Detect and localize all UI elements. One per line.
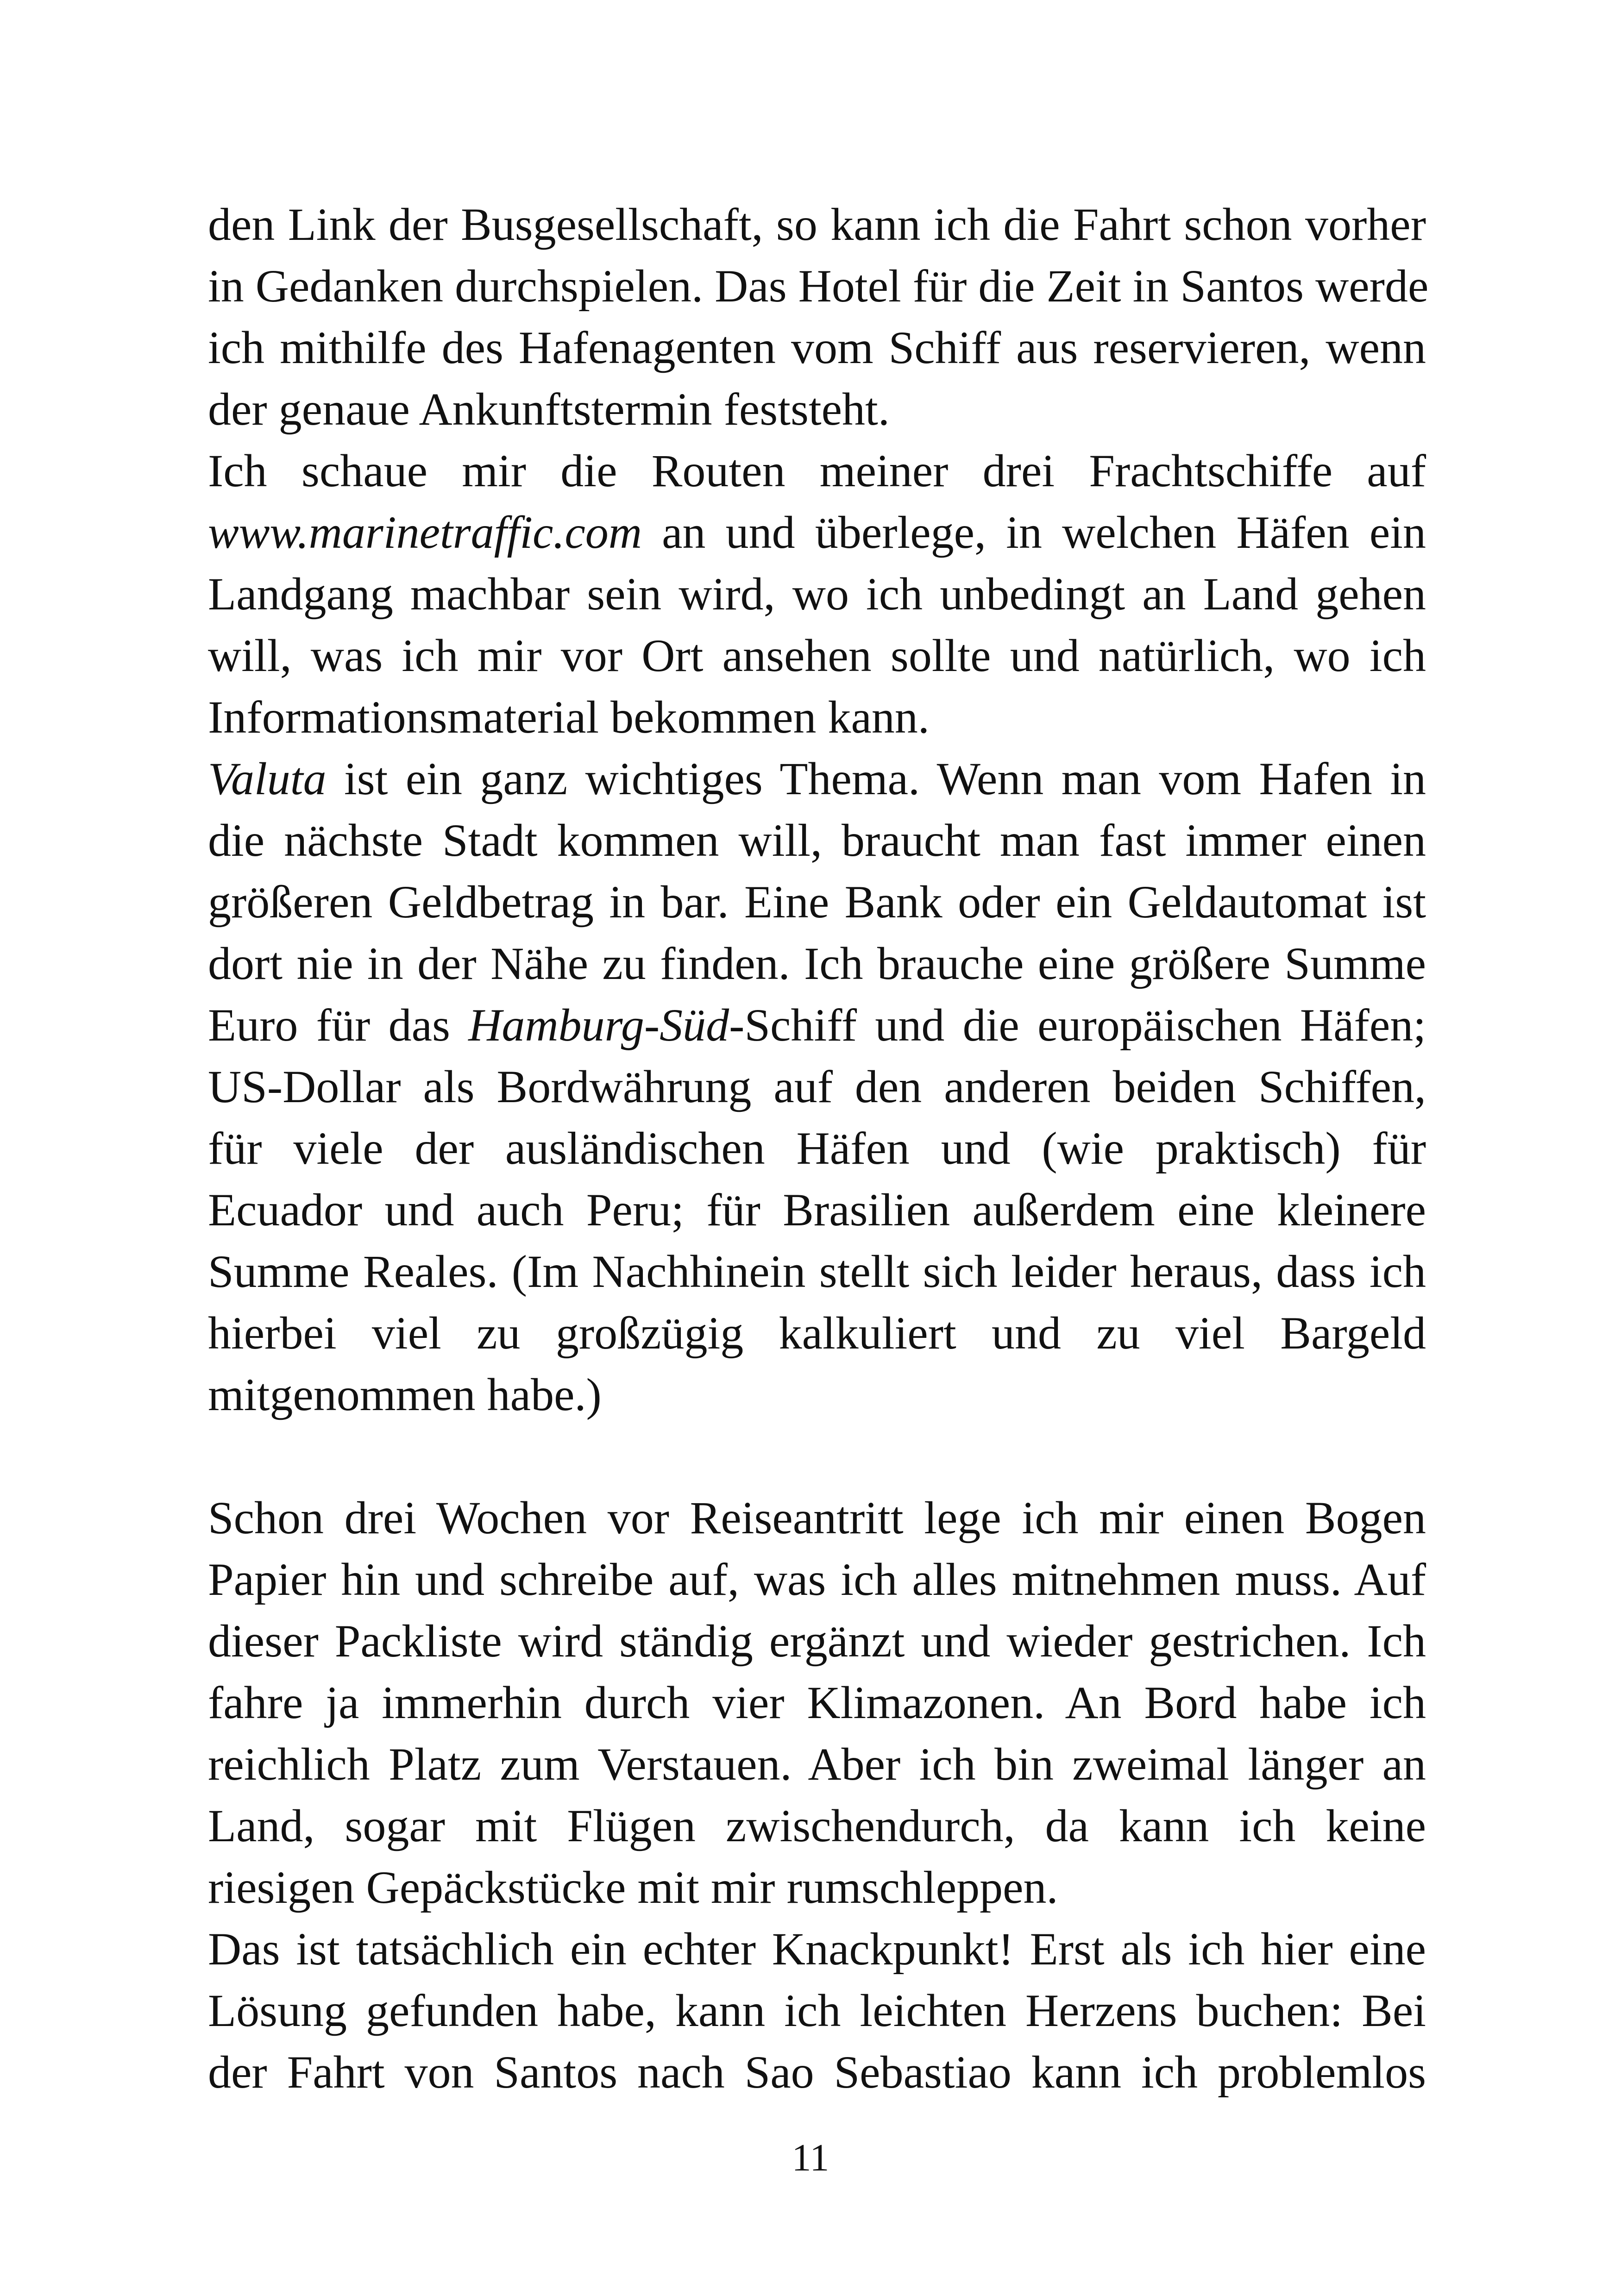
text-segment: ich mithilfe des Hafenagenten vom Schiff aus reservieren, wenn <box>208 322 1426 373</box>
text-line <box>208 1918 1426 1980</box>
text-segment: Das ist tatsächlich ein echter Knackpunkt! Erst als ich hier eine <box>208 1923 1426 1975</box>
paragraph <box>208 440 1426 748</box>
text-line <box>208 994 1426 1056</box>
text-line <box>208 1795 1426 1857</box>
text-segment: Papier hin und schreibe auf, was ich alles mitnehmen muss. Auf <box>208 1554 1426 1605</box>
text-line <box>208 1857 1426 1918</box>
italic-text: Hamburg-Süd <box>468 999 729 1051</box>
text-line <box>208 1364 1426 1425</box>
text-segment: ist ein ganz wichtiges Thema. Wenn man vom Hafen in <box>326 753 1426 804</box>
text-segment: für viele der ausländischen Häfen und (wie praktisch) für <box>208 1123 1426 1174</box>
text-line <box>208 502 1426 563</box>
text-line <box>208 317 1426 378</box>
text-line <box>208 809 1426 871</box>
text-segment: -Schiff und die europäischen Häfen; <box>729 999 1426 1051</box>
body-text <box>208 194 1429 2103</box>
text-segment: Schon drei Wochen vor Reiseantritt lege ich mir einen Bogen <box>208 1492 1426 1543</box>
text-line <box>208 440 1426 502</box>
text-line <box>208 1610 1426 1672</box>
text-line <box>208 625 1426 686</box>
page-number: 11 <box>792 2136 829 2179</box>
text-segment: den Link der Busgesellschaft, so kann ich die Fahrt schon vorher <box>208 199 1426 250</box>
text-segment: an und überlege, in welchen Häfen ein <box>642 507 1426 558</box>
italic-text: Valuta <box>208 753 327 804</box>
text-line <box>208 255 1429 317</box>
text-line <box>208 563 1426 625</box>
text-segment: dieser Packliste wird ständig ergänzt und wieder gestrichen. Ich <box>208 1615 1426 1667</box>
text-segment: Landgang machbar sein wird, wo ich unbedingt an Land gehen <box>208 568 1426 620</box>
text-segment: US-Dollar als Bordwährung auf den anderen beiden Schiffen, <box>208 1061 1426 1112</box>
text-line <box>208 378 1426 440</box>
text-segment: riesigen Gepäckstücke mit mir rumschleppen. <box>208 1862 1058 1913</box>
text-line <box>208 1241 1426 1302</box>
text-segment: der Fahrt von Santos nach Sao Sebastiao kann ich problemlos <box>208 2046 1426 2098</box>
text-segment: Informationsmaterial bekommen kann. <box>208 691 930 743</box>
text-line <box>208 686 1426 748</box>
text-segment: mitgenommen habe.) <box>208 1369 602 1420</box>
text-segment: Summe Reales. (Im Nachhinein stellt sich leider heraus, dass ich <box>208 1246 1426 1297</box>
paragraph <box>208 748 1426 1425</box>
text-line <box>208 194 1426 255</box>
text-line <box>208 1733 1426 1795</box>
text-line <box>208 1179 1426 1241</box>
text-segment: Ich schaue mir die Routen meiner drei Frachtschiffe auf <box>208 445 1426 496</box>
text-segment: hierbei viel zu großzügig kalkuliert und zu viel Bargeld <box>208 1307 1426 1359</box>
text-line <box>208 1302 1426 1364</box>
text-line <box>208 1980 1426 2041</box>
text-segment: dort nie in der Nähe zu finden. Ich brauche eine größere Summe <box>208 938 1426 989</box>
text-segment: fahre ja immerhin durch vier Klimazonen. An Bord habe ich <box>208 1677 1426 1728</box>
text-segment: in Gedanken durchspielen. Das Hotel für die Zeit in Santos werde <box>208 260 1429 312</box>
paragraph <box>208 1487 1426 1918</box>
text-segment: Lösung gefunden habe, kann ich leichten Herzens buchen: Bei <box>208 1985 1426 2036</box>
text-line <box>208 1117 1426 1179</box>
paragraph <box>208 1918 1426 2103</box>
paragraph-spacer <box>208 1425 1426 1487</box>
text-segment: der genaue Ankunftstermin feststeht. <box>208 383 890 435</box>
text-segment: Euro für das <box>208 999 469 1051</box>
text-segment: größeren Geldbetrag in bar. Eine Bank oder ein Geldautomat ist <box>208 876 1426 928</box>
text-line <box>208 871 1426 933</box>
text-segment: Ecuador und auch Peru; für Brasilien außerdem eine kleinere <box>208 1184 1426 1236</box>
text-segment: reichlich Platz zum Verstauen. Aber ich bin zweimal länger an <box>208 1738 1426 1790</box>
text-segment: Land, sogar mit Flügen zwischendurch, da kann ich keine <box>208 1800 1426 1851</box>
italic-text: www.marinetraffic.com <box>208 507 642 558</box>
text-line <box>208 933 1426 994</box>
text-line <box>208 1549 1426 1610</box>
text-segment: will, was ich mir vor Ort ansehen sollte und natürlich, wo ich <box>208 630 1426 681</box>
text-line <box>208 748 1426 809</box>
text-line <box>208 1672 1426 1733</box>
text-line <box>208 1056 1426 1117</box>
text-segment: die nächste Stadt kommen will, braucht man fast immer einen <box>208 815 1426 866</box>
paragraph <box>208 194 1429 440</box>
text-line <box>208 1487 1426 1549</box>
text-line <box>208 2041 1426 2103</box>
